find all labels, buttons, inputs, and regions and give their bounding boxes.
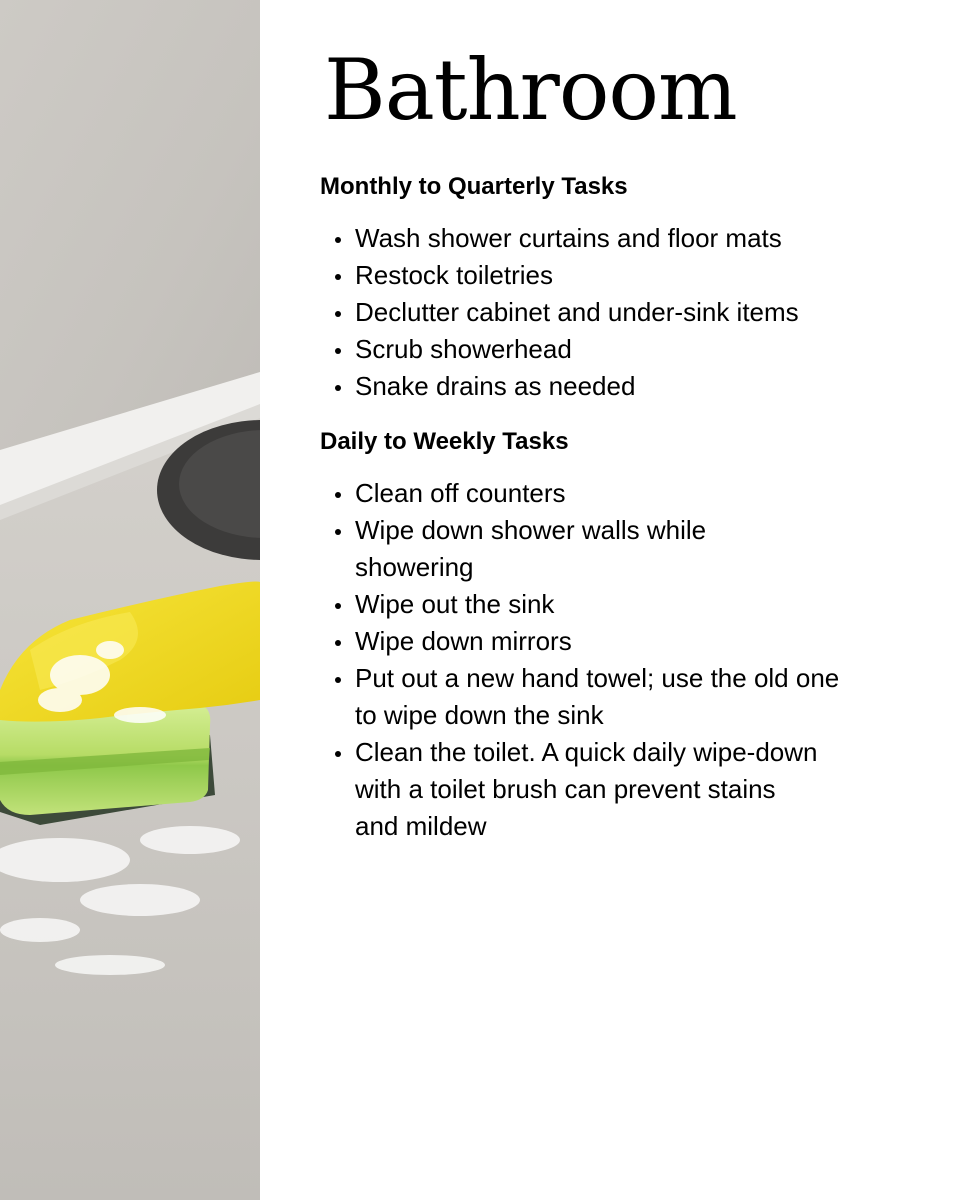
list-item xyxy=(320,660,880,734)
task-list xyxy=(320,220,880,405)
section-daily-weekly xyxy=(320,425,880,845)
section-monthly-quarterly xyxy=(320,170,880,405)
content-panel xyxy=(320,0,920,1200)
bullet-icon xyxy=(335,274,341,280)
section-heading: Daily to Weekly Tasks xyxy=(320,428,569,455)
page-title: Bathroom xyxy=(324,41,737,139)
task-text: Declutter cabinet and under-sink items xyxy=(355,297,799,327)
task-text: Restock toiletries xyxy=(355,260,553,290)
list-item xyxy=(320,512,880,586)
bullet-icon xyxy=(335,385,341,391)
list-item xyxy=(320,586,880,623)
task-text: Snake drains as needed xyxy=(355,371,636,401)
cleaning-illustration xyxy=(0,0,260,1200)
task-list xyxy=(320,475,880,845)
list-item xyxy=(320,623,880,660)
bullet-icon xyxy=(335,640,341,646)
task-text: Put out a new hand towel; use the old one to wipe down the sink xyxy=(355,663,840,730)
list-item xyxy=(320,331,880,368)
bullet-icon xyxy=(335,492,341,498)
section-heading: Monthly to Quarterly Tasks xyxy=(320,173,628,200)
bullet-icon xyxy=(335,677,341,683)
bullet-icon xyxy=(335,603,341,609)
task-text: Wipe down shower walls while showering xyxy=(355,515,707,582)
bullet-icon xyxy=(335,237,341,243)
bullet-icon xyxy=(335,348,341,354)
task-text: Scrub showerhead xyxy=(355,334,572,364)
task-text: Clean off counters xyxy=(355,478,566,508)
task-text: Wipe out the sink xyxy=(355,589,555,619)
bullet-icon xyxy=(335,529,341,535)
list-item xyxy=(320,734,880,845)
task-text: Wash shower curtains and floor mats xyxy=(355,223,782,253)
task-text: Wipe down mirrors xyxy=(355,626,572,656)
task-text: Clean the toilet. A quick daily wipe-down with a toilet brush can prevent stains and mildew xyxy=(355,737,818,841)
list-item xyxy=(320,220,880,257)
cleaning-photo xyxy=(0,0,260,1200)
bullet-icon xyxy=(335,311,341,317)
list-item xyxy=(320,475,880,512)
list-item xyxy=(320,294,880,331)
list-item xyxy=(320,257,880,294)
list-item xyxy=(320,368,880,405)
bullet-icon xyxy=(335,751,341,757)
